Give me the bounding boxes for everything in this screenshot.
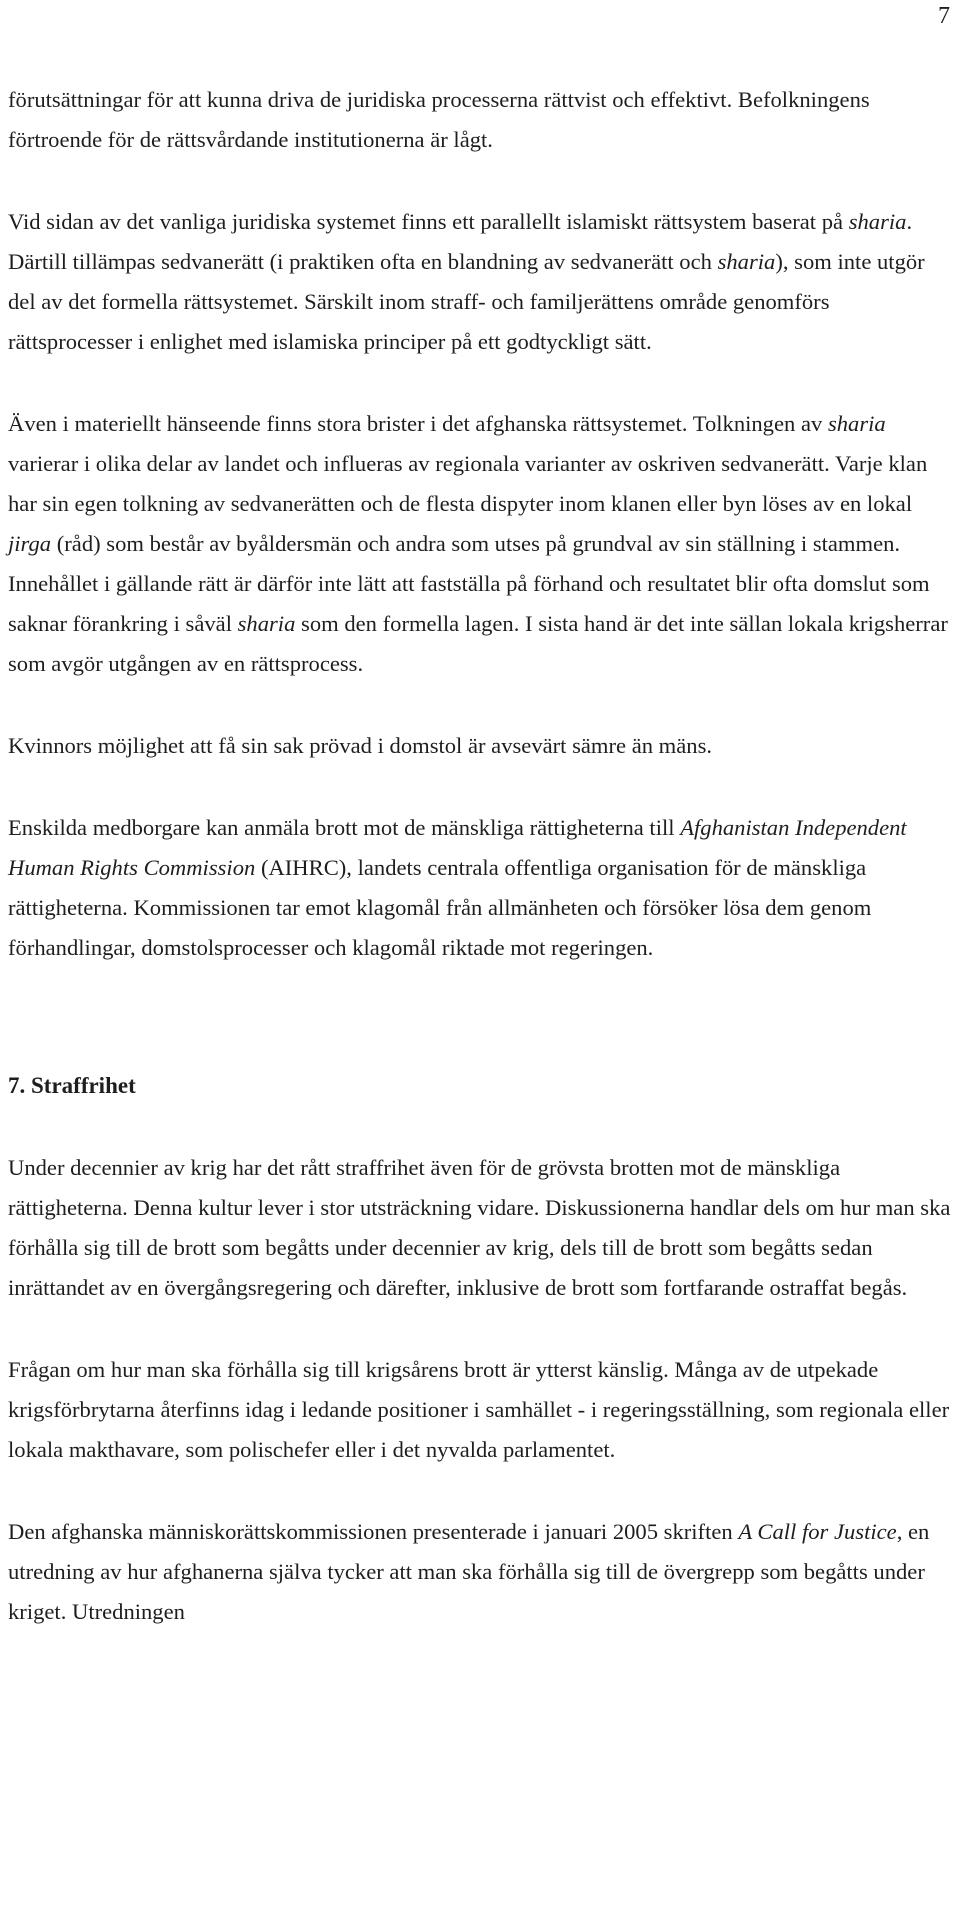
italic-term: sharia bbox=[848, 209, 907, 234]
page-number: 7 bbox=[938, 3, 950, 29]
section-heading: 7. Straffrihet bbox=[8, 1073, 136, 1098]
section-spacer bbox=[8, 1010, 952, 1066]
italic-term: A Call for Justice bbox=[738, 1519, 897, 1544]
paragraph-text: Kvinnors möjlighet att få sin sak prövad i domstol är avsevärt sämre än mäns. bbox=[8, 733, 713, 758]
italic-term: sharia bbox=[827, 411, 886, 436]
paragraph-text: , en utredning av hur afghanerna själva tycker att man ska förhålla sig till de övergrepp som begåtts under kriget. Utredningen bbox=[8, 1519, 930, 1624]
paragraph-4 bbox=[8, 726, 952, 766]
paragraph-6 bbox=[8, 1148, 952, 1308]
paragraph-text: Vid sidan av det vanliga juridiska systemet finns ett parallellt islamiskt rättsystem baserat på bbox=[8, 209, 849, 234]
paragraph-2 bbox=[8, 202, 952, 362]
paragraph-text: ), som inte utgör del av det formella rättsystemet. Särskilt inom straff- och familjerättens område genomförs rättsprocesser i enlighet med islamiska principer på ett godtyckligt sätt. bbox=[8, 249, 925, 354]
italic-term: sharia bbox=[717, 249, 776, 274]
paragraph-text: varierar i olika delar av landet och influeras av regionala varianter av oskriven sedvanerätt. Varje klan har sin egen tolkning av sedvanerätten och de flesta dispyter inom klanen eller byn löses av en lokal bbox=[8, 451, 928, 516]
paragraph-text: förutsättningar för att kunna driva de juridiska processerna rättvist och effektivt. Befolkningens förtroende för de rättsvårdande institutionerna är lågt. bbox=[8, 87, 870, 152]
paragraph-5 bbox=[8, 808, 952, 968]
paragraph-text: som den formella lagen. I sista hand är det inte sällan lokala krigsherrar som avgör utgången av en rättsprocess. bbox=[8, 611, 948, 676]
paragraph-text: (AIHRC), landets centrala offentliga organisation för de mänskliga rättigheterna. Kommissionen tar emot klagomål från allmänheten och försöker lösa dem genom förhandlingar, domstolsprocesser och klagomål riktade mot regeringen. bbox=[8, 855, 872, 960]
italic-term: Afghanistan Independent Human Rights Commission bbox=[8, 815, 907, 880]
paragraph-text: Även i materiellt hänseende finns stora brister i det afghanska rättsystemet. Tolkningen av bbox=[8, 411, 828, 436]
document-body bbox=[8, 80, 952, 1674]
italic-term: sharia bbox=[237, 611, 296, 636]
paragraph-text: Under decennier av krig har det rått straffrihet även för de grövsta brotten mot de mänskliga rättigheterna. Denna kultur lever i stor utsträckning vidare. Diskussionerna handlar dels om hur man ska förhålla sig till de brott som begåtts under decennier av krig, dels till de brott som begåtts sedan inrättandet av en övergångsregering och därefter, inklusive de brott som fortfarande ostraffat begås. bbox=[8, 1155, 951, 1300]
paragraph-text: (råd) som består av byåldersmän och andra som utses på grundval av sin ställning i stammen. Innehållet i gällande rätt är därför inte lätt att fastställa på förhand och resultatet blir ofta domslut som saknar förankring i såväl bbox=[8, 531, 930, 636]
paragraph-text: Den afghanska människorättskommissionen presenterade i januari 2005 skriften bbox=[8, 1519, 739, 1544]
paragraph-text: . Därtill tillämpas sedvanerätt (i praktiken ofta en blandning av sedvanerätt och bbox=[8, 209, 913, 274]
paragraph-7 bbox=[8, 1350, 952, 1470]
paragraph-1 bbox=[8, 80, 952, 160]
italic-term: jirga bbox=[8, 531, 52, 556]
paragraph-text: Frågan om hur man ska förhålla sig till krigsårens brott är ytterst känslig. Många av de utpekade krigsförbrytarna återfinns idag i ledande positioner i samhället - i regeringsställning, som regionala eller lokala makthavare, som polischefer eller i det nyvalda parlamentet. bbox=[8, 1357, 950, 1462]
paragraph-8 bbox=[8, 1512, 952, 1632]
paragraph-text: Enskilda medborgare kan anmäla brott mot de mänskliga rättigheterna till bbox=[8, 815, 681, 840]
paragraph-3 bbox=[8, 404, 952, 684]
